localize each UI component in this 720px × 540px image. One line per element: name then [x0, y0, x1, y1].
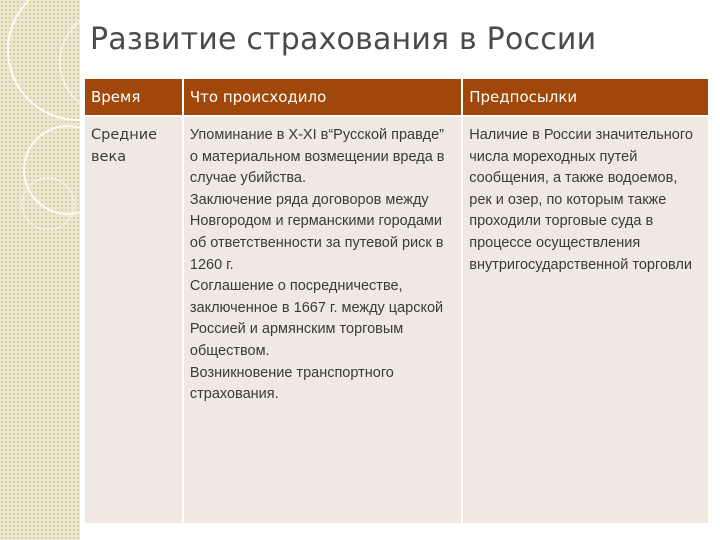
column-header-time: Время [85, 79, 183, 116]
column-header-prerequisites: Предпосылки [462, 79, 708, 116]
table-header-row [85, 79, 708, 116]
decorative-side-strip [0, 0, 80, 540]
cell-events: Упоминание в X-XI в“Русской правде” о материальном возмещении вреда в случае убийства. Заключение ряда договоров между Новгородом и германскими городами об ответственности за путевой риск в 1260 г. Соглашение о посредничестве, заключенное в 1667 г. между царской Россией и армянским торговым обществом. Возникновение транспортного страхования. [183, 116, 462, 523]
cell-prerequisites: Наличие в России значительного числа мореходных путей сообщения, а также водоемов, рек и озер, по которым также проходили торговые суда в процессе осуществления внутригосударственной торговли [462, 116, 708, 523]
table-row [85, 116, 708, 523]
column-header-events: Что происходило [183, 79, 462, 116]
cell-time: Средние века [85, 116, 183, 523]
slide-title: Развитие страхования в России [90, 22, 597, 57]
history-table [85, 79, 708, 523]
